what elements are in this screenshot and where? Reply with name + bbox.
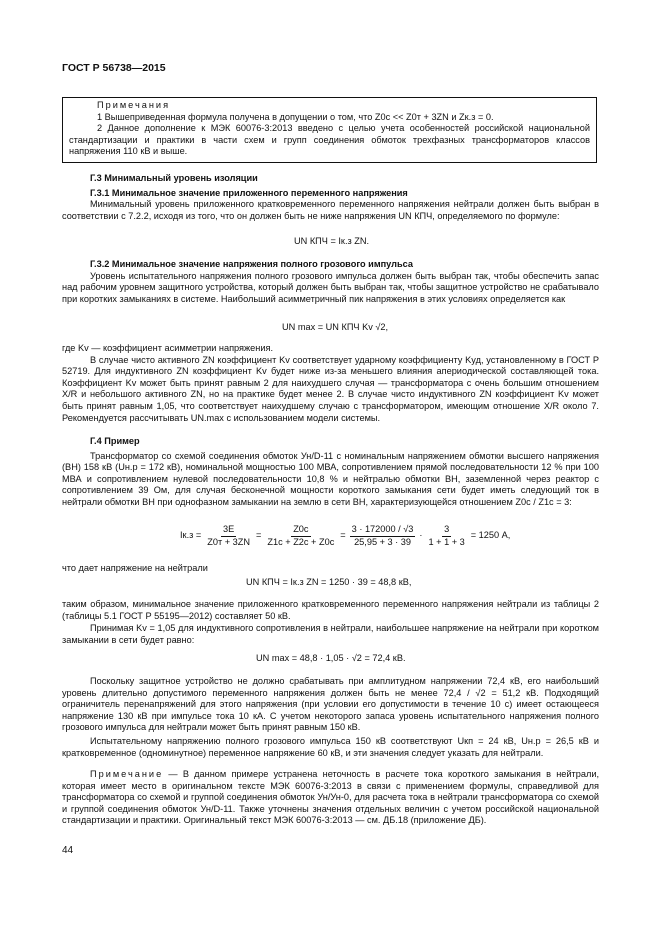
eq-fraction-1 xyxy=(205,524,252,548)
section-g32-text: Уровень испытательного напряжения полного грозового импульса должен быть выбран так, чтобы обеспечить запас над рабочим уровнем защитного устройства, который должен быть выбран так, чтобы защитное устройство не срабатывало при коротких замыканиях в системе. Наибольший асимметричный пик напряжения в этих условиях определяется как xyxy=(62,270,599,304)
section-g31-heading: Г.3.1 Минимальное значение приложенного переменного напряжения xyxy=(90,187,408,198)
eq-num-4: 3 xyxy=(442,524,451,537)
eq-equals-b: = xyxy=(340,530,346,541)
note-item-1: 1 Вышеприведенная формула получена в допущении о том, что Z0c << Z0т + 3ZN и Zк.з = 0. xyxy=(97,111,494,122)
notes-title: Примечания xyxy=(97,100,171,110)
example-paragraph-1: Трансформатор со схемой соединения обмоток Ун/D-11 с номинальным напряжением обмотки высшего напряжения (ВН) 158 кВ (Uн.р = 172 кВ), номинальной мощностью 100 МВА, сопротивлением прямой последовательности 12 % при 100 МВА и сопротивлением нулевой последовательности 10,8 % и нейтралью обмотки ВН, заземленной через реактор с сопротивлением 39 Ом, для случая бесконечной мощности короткого замыкания сети будет иметь следующий ток в нейтрали обмотки ВН при однофазном замыкании на землю в сети ВН, характеризующейся отношением Z0c / Z1c = 3: xyxy=(62,450,599,507)
section-g4-heading: Г.4 Пример xyxy=(90,436,140,446)
formula-un-max: UN max = UN КПЧ Kv √2, xyxy=(282,322,389,332)
closing-note-text: — В данном примере устранена неточность в расчете тока короткого замыкания в нейтрали, которая имеет место в оригинальном тексте МЭК 60076-3:2013 в связи с применением формулы, справедливой для трансформатора со схемой и группой соединения обмоток Ун/Ун-0, для расчета тока в нейтрали трансформатора со схемой и группой соединения обмоток Ун/D-11. Также уточнены значения отдельных величин с учетом российской национальной стандартизации и практики. Оригинальный текст МЭК 60076-3:2013 — см. ДБ.18 (приложение ДБ). xyxy=(62,769,599,826)
eq-fraction-4 xyxy=(426,524,466,548)
formula-max-neutral-voltage: UN max = 48,8 · 1,05 · √2 = 72,4 кВ. xyxy=(256,653,406,663)
eq-result: = 1250 А, xyxy=(470,530,511,541)
eq-num-2: Z0c xyxy=(291,524,310,537)
section-g3 xyxy=(62,173,599,222)
equation-short-circuit-current xyxy=(180,524,510,548)
example-paragraph-2: что дает напряжение на нейтрали xyxy=(62,563,208,573)
kv-definition: где Kv — коэффициент асимметрии напряжения. xyxy=(62,343,274,353)
section-g31-text: Минимальный уровень приложенного кратковременного переменного напряжения нейтрали должен быть выбран в соответствии с 7.2.2, исходя из того, что он должен быть не ниже напряжения UN КПЧ, определяемого по формуле: xyxy=(62,199,599,221)
section-g4 xyxy=(62,436,599,509)
eq-num-3: 3 · 172000 / √3 xyxy=(350,524,416,537)
kv-block xyxy=(62,343,599,424)
note-item-2: 2 Данное дополнение к МЭК 60076-3:2013 введено с целью учета особенностей российской национальной стандартизации и практики в части схем и групп соединения обмоток трехфазных трансформаторов классов напряжения 110 кВ и выше. xyxy=(69,123,590,157)
closing-note-title: Примечание xyxy=(90,769,164,779)
eq-den-4: 1 + 1 + 3 xyxy=(428,536,465,547)
example-paragraph-6: Испытательному напряжению полного грозового импульса 150 кВ соответствуют Uкп = 24 кВ, Uн.р = 26,5 кВ и кратковременное (одноминутное) переменное напряжение 60 кВ, и эти значения следует указать для нейтрали. xyxy=(62,736,599,758)
example-paragraph-4: Принимая Kv = 1,05 для индуктивного сопротивления в нейтрали, наибольшее напряжение на нейтрали при коротком замыкании в сети будет равно: xyxy=(62,623,599,645)
eq-den-3: 25,95 + 3 · 39 xyxy=(354,536,412,547)
eq-dot: · xyxy=(419,530,423,541)
eq-fraction-2 xyxy=(265,524,336,548)
eq-den-1: Z0т + 3ZN xyxy=(207,536,251,547)
eq-equals-a: = xyxy=(256,530,262,541)
eq-lhs: Iк.з = xyxy=(180,530,202,541)
document-header: ГОСТ Р 56738—2015 xyxy=(62,62,166,74)
page-number: 44 xyxy=(62,845,74,856)
eq-num-1: 3E xyxy=(221,524,236,537)
section-g32 xyxy=(62,259,599,305)
example-paragraph-5: Поскольку защитное устройство не должно срабатывать при амплитудном напряжении 72,4 кВ, его наибольший уровень длительно допустимого переменного напряжения должен быть не менее 72,4 / √2 = 51,2 кВ. Подходящий ограничитель перенапряжений для этого напряжения (при условии его допустимости в течение 10 с) имеет остающееся напряжение 130 кВ при импульсе тока 10 кА. С учетом некоторого запаса уровень испытательного напряжения полного грозового импульса для нейтрали может быть принят равным 150 кВ. xyxy=(62,676,599,733)
eq-fraction-3 xyxy=(350,524,416,548)
section-g3-heading: Г.3 Минимальный уровень изоляции xyxy=(90,173,258,183)
section-g32-heading: Г.3.2 Минимальное значение напряжения полного грозового импульса xyxy=(90,259,413,269)
eq-den-2: Z1c + Z2c + Z0c xyxy=(267,536,335,547)
formula-neutral-voltage: UN КПЧ = Iк.з ZN = 1250 · 39 = 48,8 кВ, xyxy=(246,577,412,587)
closing-note xyxy=(62,769,599,827)
example-paragraph-3: таким образом, минимальное значение приложенного кратковременного переменного напряжения нейтрали из таблицы 2 (таблицы 5.1 ГОСТ Р 55195—2012) составляет 50 кВ. xyxy=(62,599,599,621)
kv-paragraph: В случае чисто активного ZN коэффициент Kv соответствует ударному коэффициенту Kуд, установленному в ГОСТ Р 52719. Для индуктивного ZN коэффициент Kv будет ниже из-за меньшего влияния апериодической составляющей тока. Коэффициент Kv может быть принят равным 2 для наихудшего случая — трансформатора с очень большим отношением X/R и небольшого активного ZN, но на практике будет менее 2. В случае чисто индуктивного ZN коэффициент Kv может быть принят равным 1,05, что соответствует наихудшему случаю с трансформатором, имеющим отношение X/R около 7. Рекомендуется рассчитывать UN.max с использованием модели системы. xyxy=(62,354,599,423)
notes-box xyxy=(62,97,597,163)
formula-un-kpch: UN КПЧ = Iк.з ZN. xyxy=(294,236,370,246)
